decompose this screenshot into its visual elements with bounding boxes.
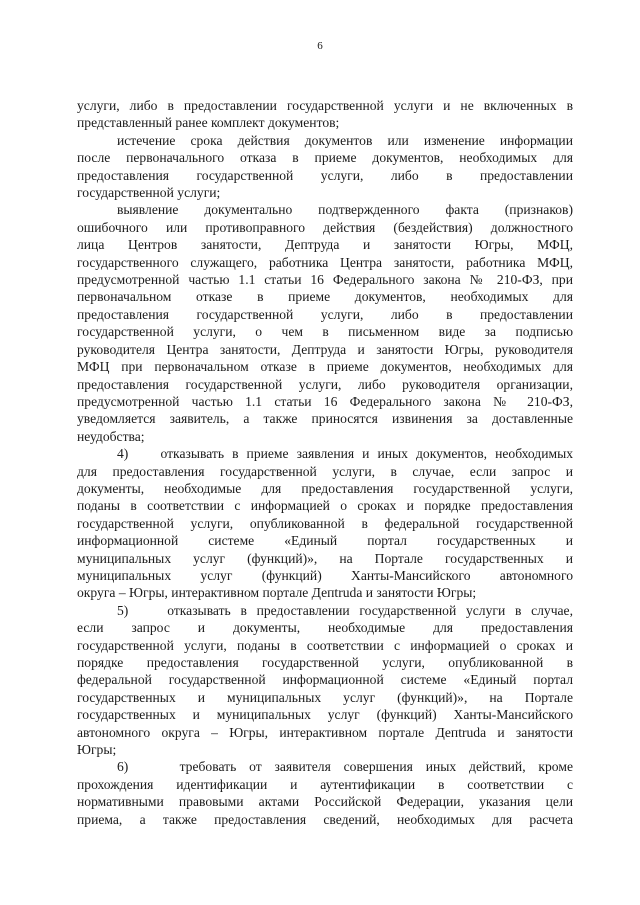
paragraph: первоначальном отказе в приеме документов, необходимых для (77, 289, 573, 305)
paragraph: приема, а также предоставления сведений, необходимых для расчета (77, 811, 573, 827)
paragraph: государственной услуги, поданы в соответствии с информацией о сроках и (77, 637, 573, 653)
paragraph: для предоставления государственной услуги, в случае, если запрос и (77, 463, 573, 479)
paragraph: лица Центров занятости, Дептруда и занятости Югры, МФЦ, (77, 237, 573, 253)
paragraph: прохождения идентификации и аутентификации в соответствии с (77, 776, 573, 792)
paragraph: после первоначального отказа в приеме документов, необходимых для (77, 150, 573, 166)
paragraph: 6) требовать от заявителя совершения иных действий, кроме (117, 759, 573, 775)
paragraph: выявление документально подтвержденного факта (признаков) (117, 202, 573, 218)
paragraph: государственного служащего, работника Центра занятости, работника МФЦ, (77, 254, 573, 270)
paragraph: предоставления государственной услуги, либо в предоставлении (77, 167, 573, 183)
paragraph: государственной услуги, опубликованной в федеральной государственной (77, 515, 573, 531)
paragraph: истечение срока действия документов или изменение информации (117, 132, 573, 148)
paragraph: неудобства; (77, 428, 145, 444)
paragraph: округа – Югры, интерактивном портале Депtruda и занятости Югры; (77, 585, 477, 601)
paragraph: если запрос и документы, необходимые для предоставления (77, 620, 573, 636)
paragraph: ошибочного или противоправного действия (бездействия) должностного (77, 219, 573, 235)
paragraph: нормативными правовыми актами Российской Федерации, указания цели (77, 794, 573, 810)
paragraph: государственных и муниципальных услуг (функций) Ханты-Мансийского (77, 707, 573, 723)
document-body (77, 97, 573, 828)
paragraph: 4) отказывать в приеме заявления и иных документов, необходимых (117, 446, 573, 462)
paragraph: 5) отказывать в предоставлении государственной услуги в случае, (117, 602, 573, 618)
paragraph: государственной услуги; (77, 185, 221, 201)
paragraph: федеральной государственной информационной системе «Единый портал (77, 672, 573, 688)
paragraph: уведомляется заявитель, а также приносятся извинения за доставленные (77, 411, 573, 427)
paragraph: документы, необходимые для предоставления государственной услуги, (77, 480, 573, 496)
paragraph: информационной системе «Единый портал государственных и (77, 533, 573, 549)
paragraph: автономного округа – Югры, интерактивном портале Депtruda и занятости (77, 724, 573, 740)
paragraph: муниципальных услуг (функций) Ханты-Мансийского автономного (77, 567, 573, 583)
paragraph: порядке предоставления государственной услуги, опубликованной в (77, 655, 573, 670)
paragraph: предоставления государственной услуги, либо в предоставлении (77, 306, 573, 322)
paragraph: предусмотренной частью 1.1 статьи 16 Федерального закона № 210-ФЗ, при (77, 272, 573, 288)
paragraph: руководителя Центра занятости, Дептруда и занятости Югры, руководителя (77, 341, 573, 357)
paragraph: государственной услуги, о чем в письменном виде за подписью (77, 324, 573, 340)
paragraph: государственных и муниципальных услуг (функций)», на Портале (77, 689, 573, 705)
paragraph: МФЦ при первоначальном отказе в приеме документов, необходимых для (77, 359, 573, 375)
paragraph: предусмотренной частью 1.1 статьи 16 Федерального закона № 210-ФЗ, (77, 393, 573, 409)
paragraph: поданы в соответствии с информацией о сроках и порядке предоставления (77, 498, 573, 514)
paragraph: Югры; (77, 742, 117, 758)
paragraph: предоставления государственной услуги, либо руководителя организации, (77, 376, 573, 392)
paragraph: муниципальных услуг (функций)», на Портале государственных и (77, 550, 573, 566)
paragraph: представленный ранее комплект документов; (77, 115, 340, 131)
page-number: 6 (317, 40, 323, 52)
paragraph: услуги, либо в предоставлении государственной услуги и не включенных в (77, 98, 573, 113)
